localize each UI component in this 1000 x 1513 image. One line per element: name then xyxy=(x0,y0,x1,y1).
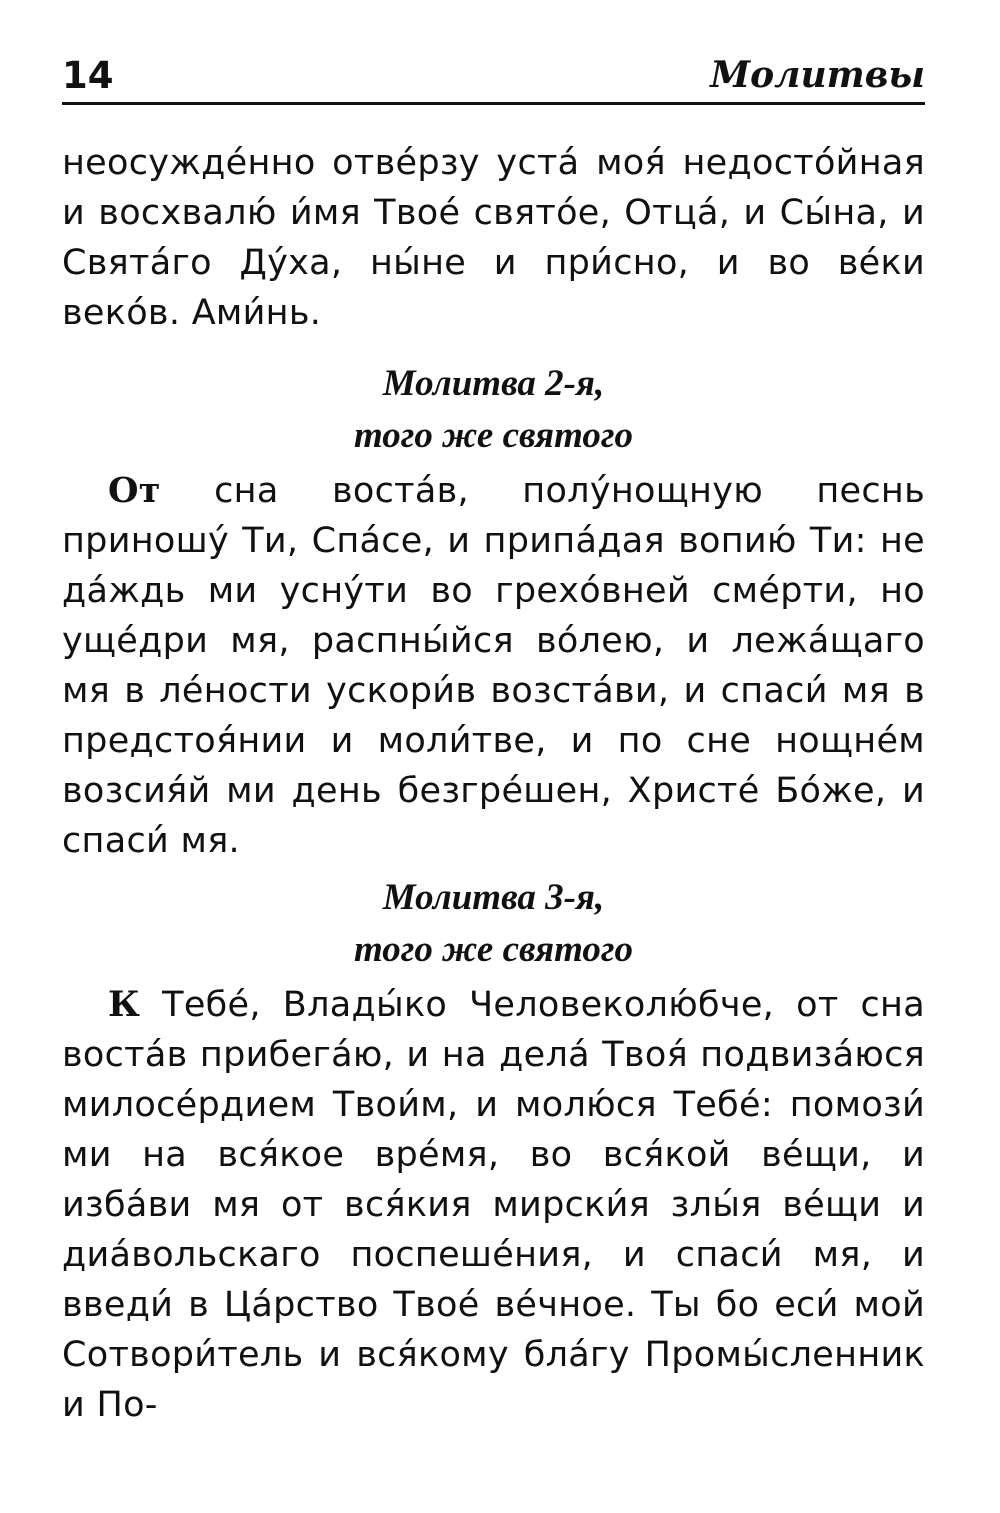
prayer-2-subtitle: того же святого xyxy=(353,415,634,456)
prayer-3-body: Тебе́, Влады́ко Человеколю́бче, от сна воста́в прибега́ю, и на дела́ Твоя́ подвиза́юся милосе́рдием Твои́м, и молю́ся Тебе́: помози́ ми на вся́кое вре́мя, во вся́кой ве́щи, и изба́ви мя от вся́кия мирски́я злы́я ве́щи и диа́вольскаго поспеше́ния, и спаси́ мя, и введи́ в Ца́рство Твое́ ве́чное. Ты бо еси́ мой Сотвори́тель и вся́кому бла́гу Промы́сленник и По- xyxy=(62,985,925,1425)
prayer-2-title: Молитва 2-я, xyxy=(382,363,605,404)
prayer-3-subtitle: того же святого xyxy=(353,929,634,970)
prayer-2-text xyxy=(62,466,925,866)
prayer-2-body: сна воста́в, полу́нощную песнь приношу́ Ти, Спа́се, и припа́дая вопию́ Ти: не да́ждь ми усну́ти во грехо́вней сме́рти, но уще́дри мя, распны́йся во́лею, и лежа́щаго мя в ле́ности ускори́в возста́ви, и спаси́ мя в предстоя́нии и моли́тве, и по сне нощне́м возсия́й ми день безгре́шен, Христе́ Бо́же, и спаси́ мя. xyxy=(62,471,925,861)
paragraph-continuation: неосужде́нно отве́рзу уста́ моя́ недосто́йная и восхвалю́ и́мя Твое́ свято́е, Отца́, и Сы́на, и Свята́го Ду́ха, ны́не и при́сно, и во ве́ки веко́в. Ами́нь. xyxy=(62,143,925,333)
prayer-3-title: Молитва 3-я, xyxy=(382,877,605,918)
prayer-2-first-word: От xyxy=(108,470,161,511)
prayer-3-text xyxy=(62,980,925,1430)
running-title: Молитвы xyxy=(710,54,925,96)
page-number: 14 xyxy=(62,54,114,97)
prayer-3-heading xyxy=(62,872,925,976)
prayer-2-heading xyxy=(62,358,925,462)
prayer-3-first-word: К xyxy=(108,984,141,1025)
page-header xyxy=(62,38,925,105)
